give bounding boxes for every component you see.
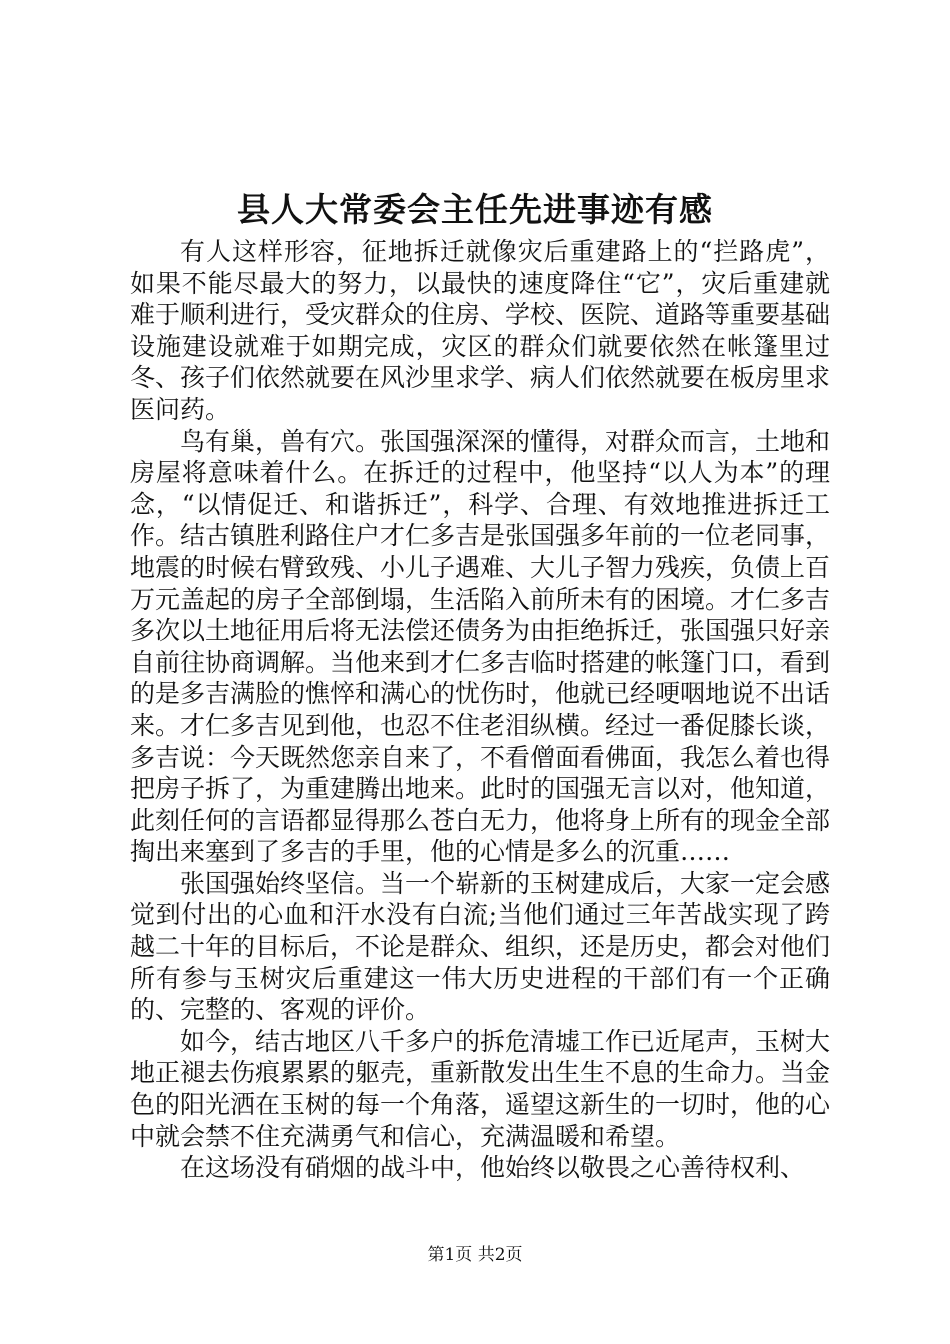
paragraph-4: 如今，结古地区八千多户的拆危清墟工作已近尾声，玉树大地正褪去伤痕累累的躯壳，重新散发出生生不息的生命力。当金色的阳光洒在玉树的每一个角落，遥望这新生的一切时，他的心中就会禁不住充满勇气和信心，充满温暖和希望。 (130, 1026, 831, 1151)
paragraph-5: 在这场没有硝烟的战斗中，他始终以敬畏之心善待权利、 (180, 1153, 806, 1183)
paragraph-2: 鸟有巢，兽有穴。张国强深深的懂得，对群众而言，土地和房屋将意味着什么。在拆迁的过程中，他坚持“以人为本”的理念，“以情促迁、和谐拆迁”，科学、合理、有效地推进拆迁工作。结古镇胜利路住户才仁多吉是张国强多年前的一位老同事，地震的时候右臂致残、小儿子遇难、大儿子智力残疾，负债上百万元盖起的房子全部倒塌，生活陷入前所未有的困境。才仁多吉多次以土地征用后将无法偿还债务为由拒绝拆迁，张国强只好亲自前往协商调解。当他来到才仁多吉临时搭建的帐篷门口，看到的是多吉满脸的憔悴和满心的忧伤时，他就已经哽咽地说不出话来。才仁多吉见到他，也忍不住老泪纵横。经过一番促膝长谈，多吉说：今天既然您亲自来了，不看僧面看佛面，我怎么着也得把房子拆了，为重建腾出地来。此时的国强无言以对，他知道，此刻任何的言语都显得那么苍白无力，他将身上所有的现金全部掏出来塞到了多吉的手里，他的心情是多么的沉重…… (130, 426, 831, 867)
page-number-footer: 第1页 共2页 (427, 1245, 523, 1265)
document-title: 县人大常委会主任先进事迹有感 (237, 190, 713, 229)
paragraph-3: 张国强始终坚信。当一个崭新的玉树建成后，大家一定会感觉到付出的心血和汗水没有白流;当他们通过三年苦战实现了跨越二十年的目标后，不论是群众、组织，还是历史，都会对他们所有参与玉树灾后重建这一伟大历史进程的干部们有一个正确的、完整的、客观的评价。 (130, 868, 831, 1025)
paragraph-1: 有人这样形容，征地拆迁就像灾后重建路上的“拦路虎”，如果不能尽最大的努力，以最快的速度降住“它”，灾后重建就难于顺利进行，受灾群众的住房、学校、医院、道路等重要基础设施建设就难于如期完成，灾区的群众们就要依然在帐篷里过冬、孩子们依然就要在风沙里求学、病人们依然就要在板房里求医问药。 (130, 237, 831, 424)
document-body (130, 236, 830, 1184)
